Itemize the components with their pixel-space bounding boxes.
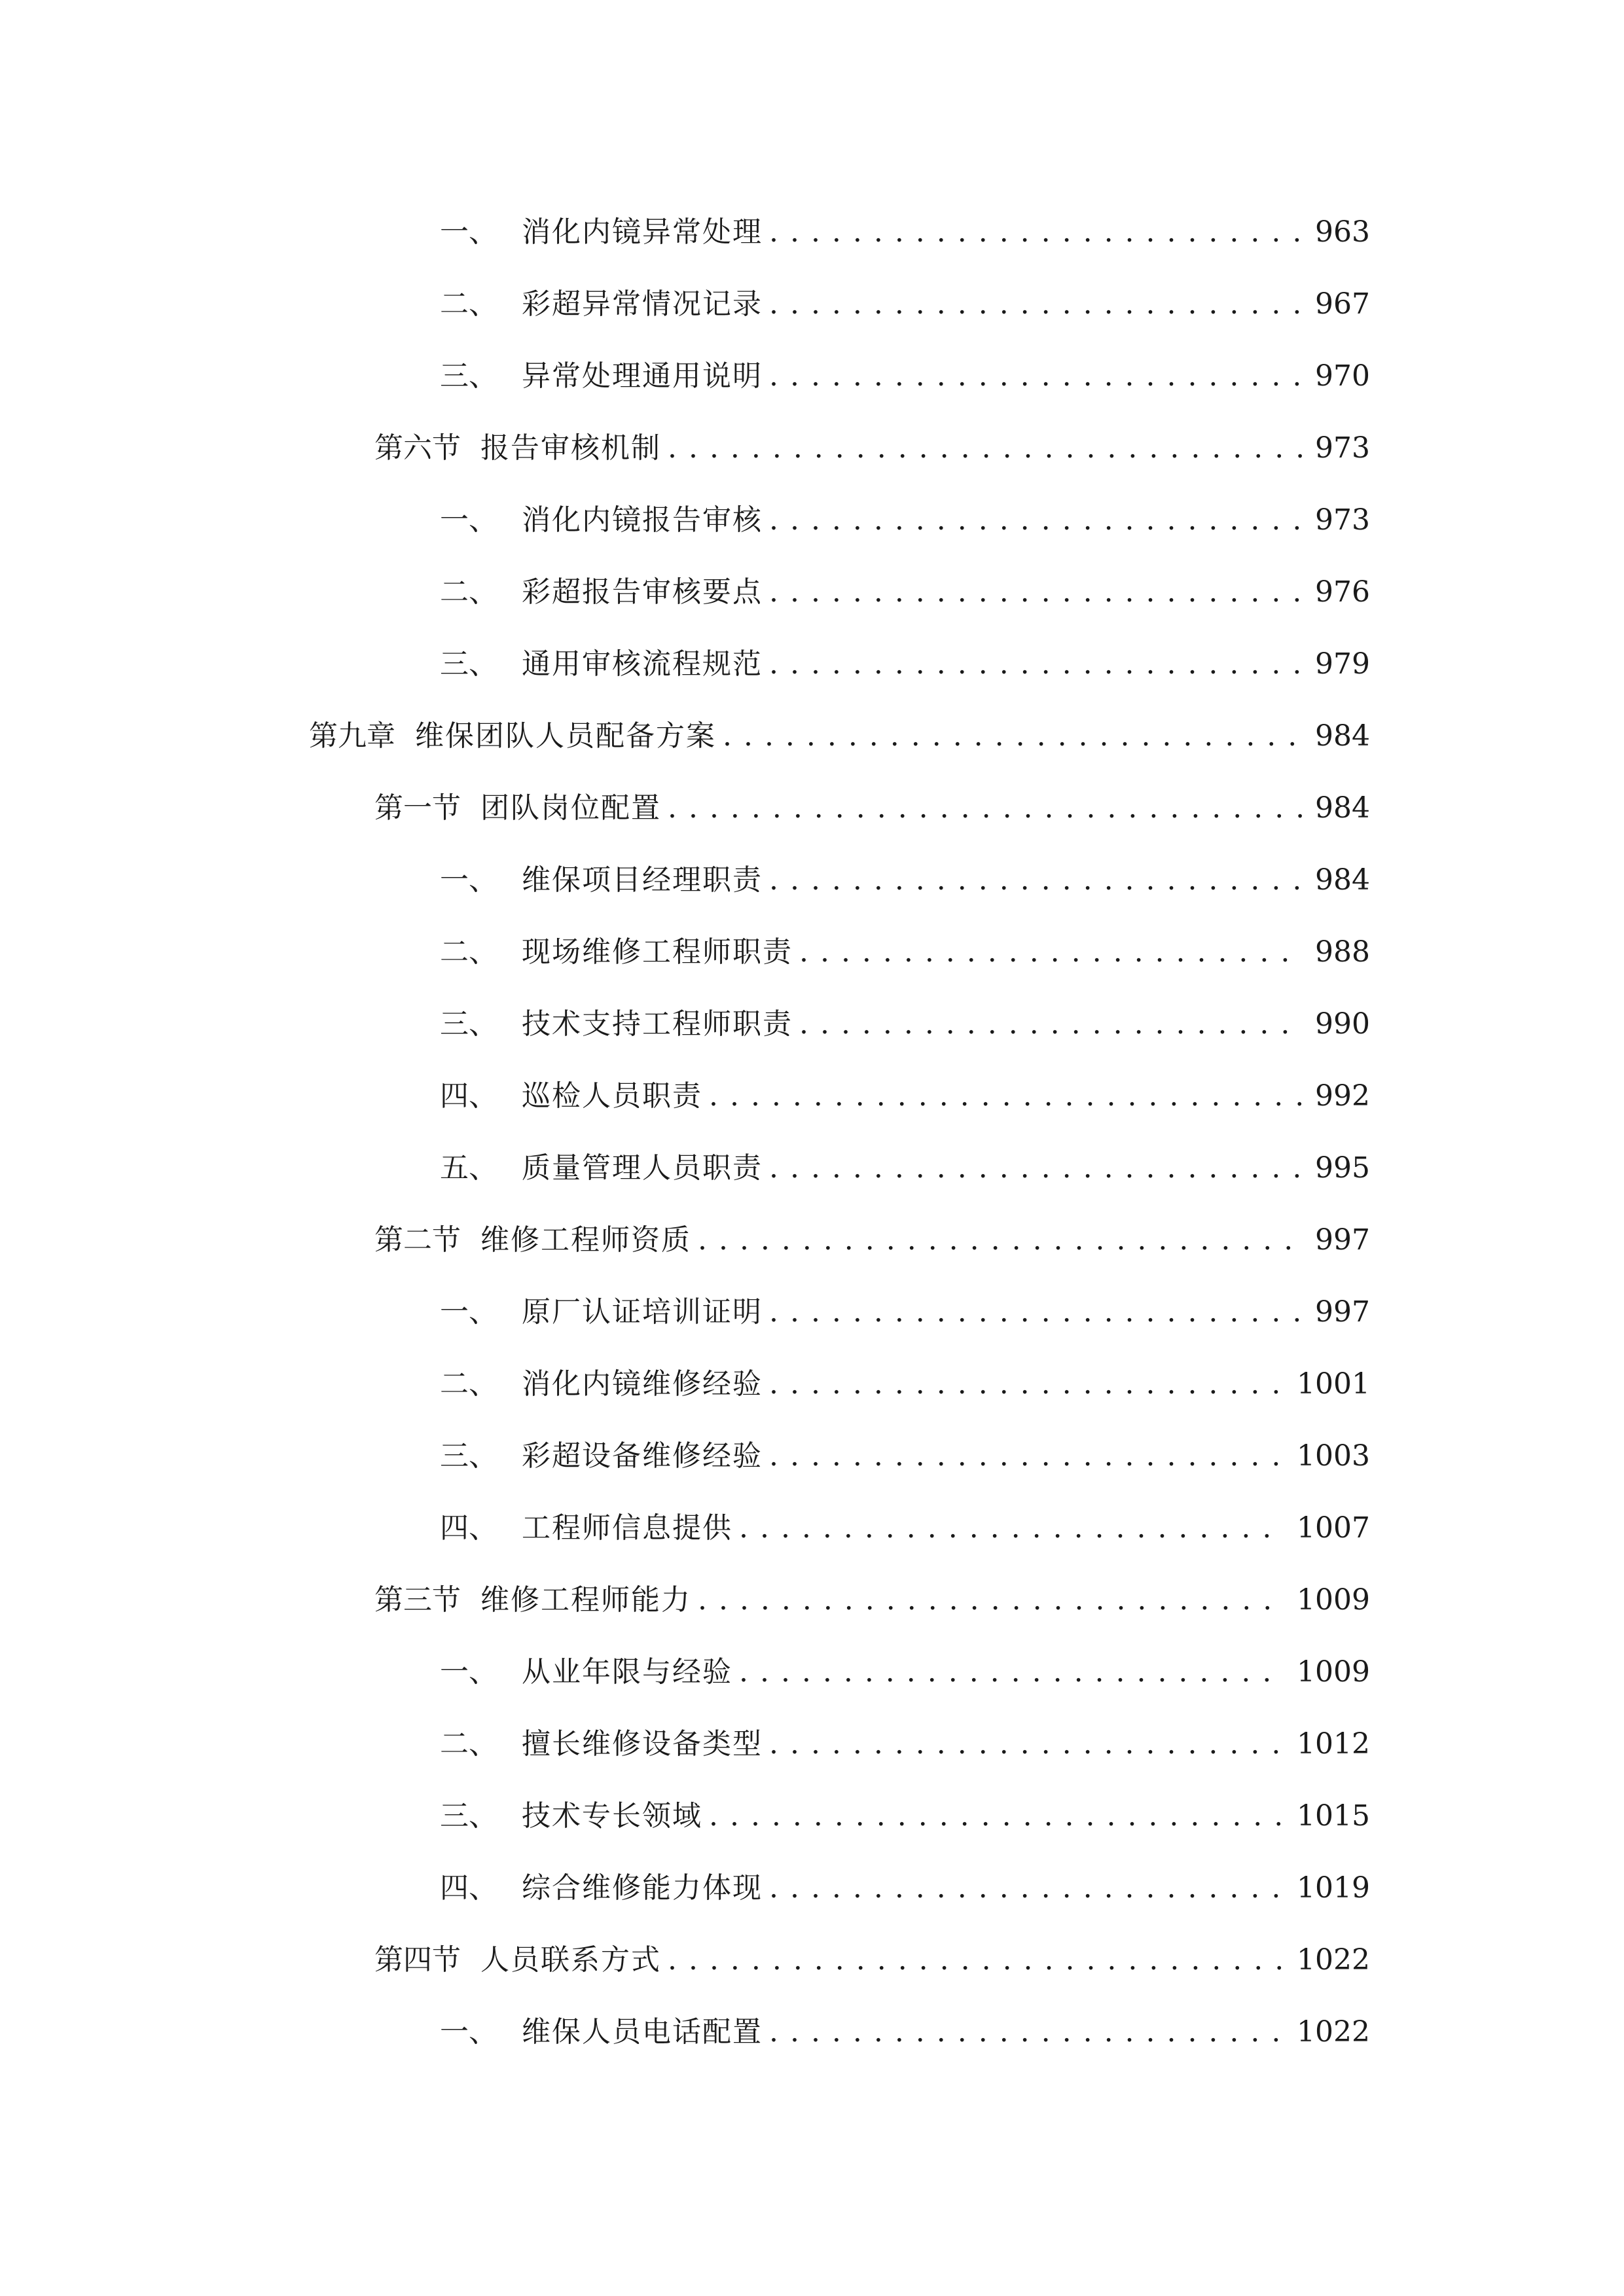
toc-entry-number: 第四节	[374, 1943, 461, 1977]
dot-leader	[769, 196, 1303, 268]
dot-leader	[769, 340, 1303, 412]
dot-leader	[769, 268, 1303, 340]
toc-entry-title: 人员联系方式	[480, 1943, 661, 1977]
toc-entry-page-number: 997	[1315, 1295, 1370, 1329]
toc-entry[interactable]	[0, 628, 1624, 700]
toc-entry[interactable]	[0, 412, 1624, 484]
toc-entry-number: 第九章	[309, 719, 395, 753]
toc-entry-title: 综合维修能力体现	[522, 1871, 763, 1905]
dot-leader	[739, 1636, 1285, 1708]
toc-entry[interactable]	[0, 1636, 1624, 1708]
toc-entry-line	[440, 484, 1370, 556]
toc-entry-title: 技术支持工程师职责	[522, 1007, 793, 1041]
toc-entry-page-number: 984	[1315, 863, 1370, 897]
toc-entry-number: 二、	[440, 575, 497, 609]
toc-entry-title: 巡检人员职责	[522, 1079, 702, 1113]
dot-leader	[668, 1924, 1285, 1996]
toc-entry-line	[440, 1636, 1370, 1708]
toc-entry-page-number: 997	[1315, 1223, 1370, 1257]
dot-leader	[769, 1996, 1285, 2068]
toc-entry-line	[440, 988, 1370, 1060]
dot-leader	[709, 1780, 1285, 1852]
toc-entry[interactable]	[0, 340, 1624, 412]
toc-entry-title: 原厂认证培训证明	[522, 1295, 763, 1329]
toc-entry-title: 维保人员电话配置	[522, 2015, 763, 2049]
toc-entry-line	[440, 1996, 1370, 2068]
toc-entry-number: 四、	[440, 1079, 497, 1113]
toc-entry[interactable]	[0, 1780, 1624, 1852]
toc-entry-title: 维保项目经理职责	[522, 863, 763, 897]
toc-entry[interactable]	[0, 1420, 1624, 1492]
toc-entry-title: 维修工程师资质	[480, 1223, 691, 1257]
toc-entry-line	[440, 1708, 1370, 1780]
toc-entry-page-number: 967	[1315, 287, 1370, 321]
toc-entry[interactable]	[0, 1708, 1624, 1780]
toc-entry-line	[440, 628, 1370, 700]
toc-entry-line	[440, 1852, 1370, 1924]
toc-entry-number: 三、	[440, 647, 497, 681]
toc-entry[interactable]	[0, 1852, 1624, 1924]
toc-entry-title: 消化内镜报告审核	[522, 503, 763, 537]
toc-entry[interactable]	[0, 916, 1624, 988]
toc-entry-title: 工程师信息提供	[522, 1511, 732, 1545]
toc-entry-number: 三、	[440, 1799, 497, 1833]
toc-entry-title: 现场维修工程师职责	[522, 935, 793, 969]
dot-leader	[769, 1852, 1285, 1924]
dot-leader	[698, 1204, 1303, 1276]
dot-leader	[769, 844, 1303, 916]
dot-leader	[739, 1492, 1285, 1564]
toc-entry-number: 二、	[440, 287, 497, 321]
toc-entry-page-number: 1001	[1297, 1367, 1370, 1401]
toc-entry-page-number: 1009	[1297, 1583, 1370, 1617]
toc-entry-line	[440, 916, 1370, 988]
toc-entry-page-number: 1015	[1297, 1799, 1370, 1833]
toc-entry-title: 技术专长领域	[522, 1799, 702, 1833]
toc-entry-number: 五、	[440, 1151, 497, 1185]
dot-leader	[769, 1348, 1285, 1420]
toc-entry-title: 异常处理通用说明	[522, 359, 763, 393]
toc-entry-line	[309, 700, 1370, 772]
toc-entry-page-number: 970	[1315, 359, 1370, 393]
toc-entry[interactable]	[0, 1924, 1624, 1996]
toc-entry-number: 一、	[440, 1655, 497, 1689]
toc-entry[interactable]	[0, 1132, 1624, 1204]
dot-leader	[769, 1276, 1303, 1348]
toc-entry-title: 从业年限与经验	[522, 1655, 732, 1689]
toc-entry-page-number: 1022	[1297, 2015, 1370, 2049]
toc-entry-page-number: 976	[1315, 575, 1370, 609]
toc-entry-number: 四、	[440, 1511, 497, 1545]
toc-entry-page-number: 1012	[1297, 1727, 1370, 1761]
toc-entry-page-number: 1019	[1297, 1871, 1370, 1905]
toc-entry[interactable]	[0, 268, 1624, 340]
toc-entry-number: 第二节	[374, 1223, 461, 1257]
toc-entry-number: 二、	[440, 1727, 497, 1761]
toc-entry[interactable]	[0, 1348, 1624, 1420]
toc-entry[interactable]	[0, 1276, 1624, 1348]
toc-entry-number: 第三节	[374, 1583, 461, 1617]
toc-entry[interactable]	[0, 1996, 1624, 2068]
toc-entry-line	[440, 1276, 1370, 1348]
toc-entry-line	[374, 412, 1370, 484]
toc-entry-number: 三、	[440, 1439, 497, 1473]
toc-entry-page-number: 979	[1315, 647, 1370, 681]
toc-entry[interactable]	[0, 1564, 1624, 1636]
toc-entry-title: 通用审核流程规范	[522, 647, 763, 681]
toc-entry-number: 三、	[440, 359, 497, 393]
toc-entry-title: 消化内镜异常处理	[522, 215, 763, 249]
toc-entry-number: 一、	[440, 503, 497, 537]
toc-entry-title: 质量管理人员职责	[522, 1151, 763, 1185]
toc-entry-line	[440, 268, 1370, 340]
dot-leader	[698, 1564, 1285, 1636]
toc-entry-title: 维保团队人员配备方案	[415, 719, 716, 753]
toc-entry-line	[374, 772, 1370, 844]
toc-entry-line	[440, 556, 1370, 628]
toc-entry-line	[440, 844, 1370, 916]
toc-entry-page-number: 984	[1315, 791, 1370, 825]
toc-entry[interactable]	[0, 700, 1624, 772]
dot-leader	[723, 700, 1303, 772]
toc-entry-title: 擅长维修设备类型	[522, 1727, 763, 1761]
toc-entry-title: 彩超报告审核要点	[522, 575, 763, 609]
toc-entry-line	[440, 1492, 1370, 1564]
toc-entry-line	[374, 1564, 1370, 1636]
toc-entry-page-number: 992	[1315, 1079, 1370, 1113]
dot-leader	[668, 772, 1303, 844]
toc-entry[interactable]	[0, 1204, 1624, 1276]
toc-entry-number: 一、	[440, 1295, 497, 1329]
toc-entry-line	[374, 1204, 1370, 1276]
dot-leader	[769, 628, 1303, 700]
toc-entry-title: 维修工程师能力	[480, 1583, 691, 1617]
toc-entry-title: 消化内镜维修经验	[522, 1367, 763, 1401]
toc-entry-line	[440, 1780, 1370, 1852]
toc-entry-number: 一、	[440, 863, 497, 897]
toc-entry[interactable]	[0, 556, 1624, 628]
toc-entry-title: 报告审核机制	[480, 431, 661, 465]
dot-leader	[668, 412, 1303, 484]
dot-leader	[799, 916, 1303, 988]
dot-leader	[799, 988, 1303, 1060]
toc-entry-line	[440, 196, 1370, 268]
toc-entry-line	[440, 1060, 1370, 1132]
dot-leader	[769, 484, 1303, 556]
toc-entry[interactable]	[0, 988, 1624, 1060]
toc-entry-number: 四、	[440, 1871, 497, 1905]
toc-entry-line	[440, 1420, 1370, 1492]
toc-entry[interactable]	[0, 1060, 1624, 1132]
dot-leader	[769, 556, 1303, 628]
dot-leader	[769, 1132, 1303, 1204]
toc-entry[interactable]	[0, 772, 1624, 844]
toc-entry-page-number: 988	[1315, 935, 1370, 969]
toc-entry-number: 二、	[440, 935, 497, 969]
toc-entry-line	[440, 1132, 1370, 1204]
toc-entry-page-number: 984	[1315, 719, 1370, 753]
toc-entry-title: 团队岗位配置	[480, 791, 661, 825]
toc-entry[interactable]	[0, 844, 1624, 916]
dot-leader	[709, 1060, 1303, 1132]
toc-entry-page-number: 973	[1315, 503, 1370, 537]
toc-entry-page-number: 1022	[1297, 1943, 1370, 1977]
toc-entry-line	[440, 1348, 1370, 1420]
toc-entry[interactable]	[0, 484, 1624, 556]
toc-entry-line	[374, 1924, 1370, 1996]
toc-entry-page-number: 1003	[1297, 1439, 1370, 1473]
toc-entry[interactable]	[0, 1492, 1624, 1564]
toc-entry-line	[440, 340, 1370, 412]
toc-entry[interactable]	[0, 196, 1624, 268]
toc-entry-number: 二、	[440, 1367, 497, 1401]
toc-entry-page-number: 1009	[1297, 1655, 1370, 1689]
toc-entry-number: 第一节	[374, 791, 461, 825]
toc-entry-number: 一、	[440, 2015, 497, 2049]
toc-entry-page-number: 973	[1315, 431, 1370, 465]
toc-entry-title: 彩超设备维修经验	[522, 1439, 763, 1473]
toc-entry-number: 一、	[440, 215, 497, 249]
dot-leader	[769, 1420, 1285, 1492]
toc-entry-page-number: 963	[1315, 215, 1370, 249]
toc-entry-page-number: 1007	[1297, 1511, 1370, 1545]
toc-entry-number: 三、	[440, 1007, 497, 1041]
toc-entry-number: 第六节	[374, 431, 461, 465]
toc-entry-page-number: 990	[1315, 1007, 1370, 1041]
toc-entry-title: 彩超异常情况记录	[522, 287, 763, 321]
dot-leader	[769, 1708, 1285, 1780]
toc-entry-page-number: 995	[1315, 1151, 1370, 1185]
